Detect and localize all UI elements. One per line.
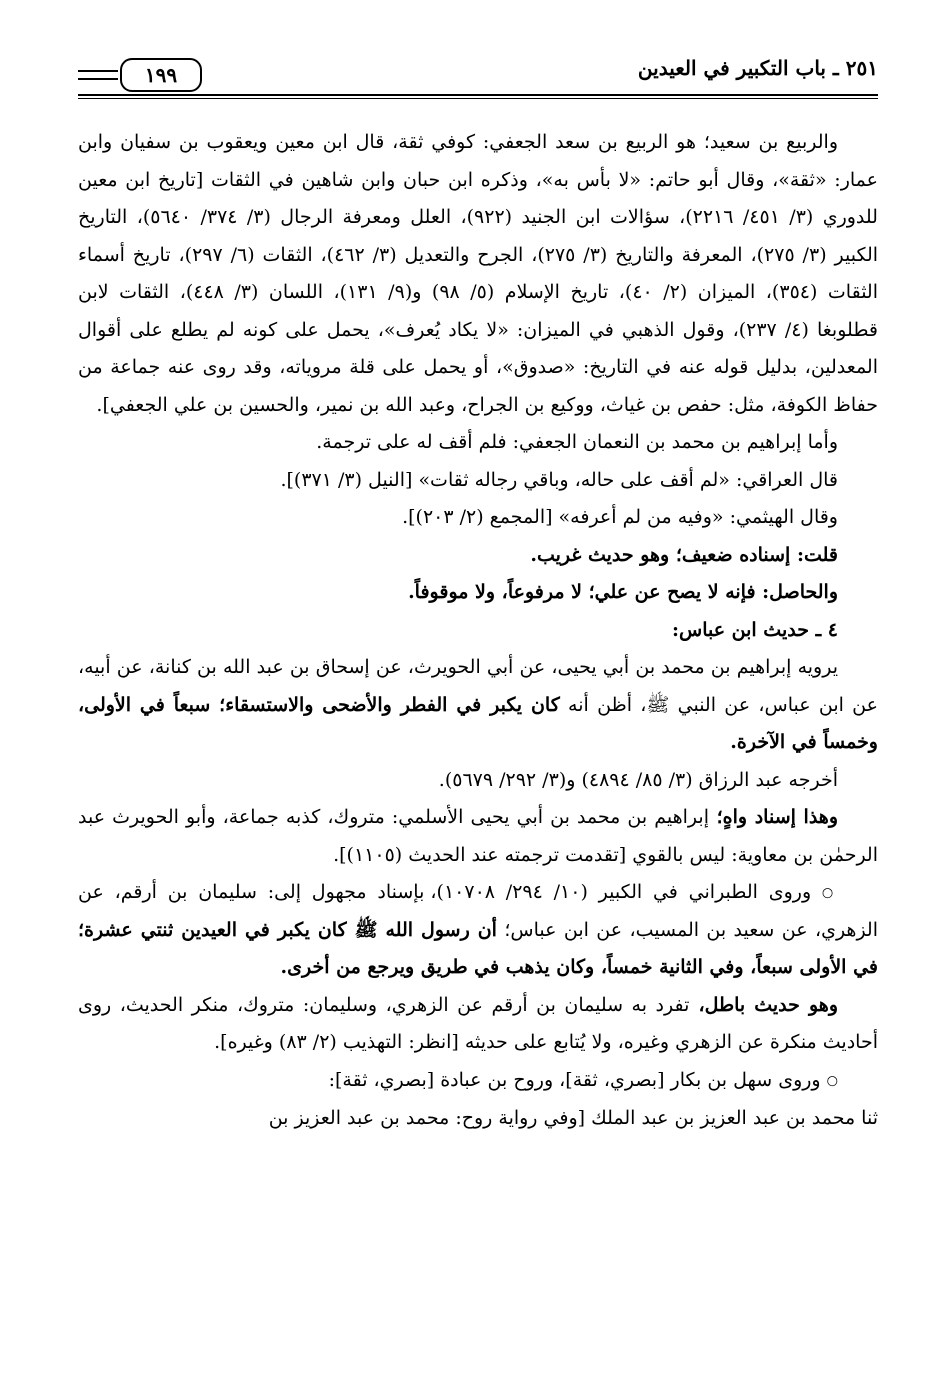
paragraph-isnad-weak — [78, 799, 878, 874]
header-rule-thin — [78, 98, 878, 99]
isnad-text: إبراهيم بن محمد بن أبي يحيى الأسلمي: متروك، كذبه جماعة، وأبو الحويرث عبد الرحمٰن بن معاوية: ليس بالقوي [تقدمت ترجمته عند الحديث (١١٠٥)]. — [78, 806, 878, 866]
paragraph-ibrahim: وأما إبراهيم بن محمد بن النعمان الجعفي: فلم أقف له على ترجمة. — [316, 431, 838, 453]
conclusion-text: فإنه لا يصح عن علي؛ لا مرفوعاً، ولا موقوفاً. — [408, 581, 756, 603]
header-ornament — [78, 70, 118, 80]
paragraph-batil — [78, 987, 878, 1062]
page-header — [78, 40, 878, 96]
batil-lead: وهو حديث باطل، — [689, 993, 838, 1016]
tabarani-hadith: أن رسول الله ﷺ كان يكبر في العيدين ثنتي عشرة؛ في الأولى سبعاً، وفي الثانية خمساً، وكان يذهب في طريق ويرجع من أخرى. — [78, 918, 878, 979]
paragraph-conclusion — [78, 574, 878, 612]
paragraph-sahl — [78, 1062, 878, 1100]
bullet-icon: ○ — [821, 885, 839, 901]
paragraph-iraqi: قال العراقي: «لم أقف على حاله، وباقي رجاله ثقات» [النيل (٣/ ٣٧١)]. — [280, 468, 838, 491]
hadith-text: كان يكبر في الفطر والأضحى والاستسقاء؛ سبعاً في الأولى، وخمساً في الآخرة. — [78, 693, 878, 753]
paragraph-verdict: قلت: إسناده ضعيف؛ وهو حديث غريب. — [530, 543, 838, 566]
chain-text: يرويه إبراهيم بن محمد بن أبي يحيى، عن أبي الحويرث، عن إسحاق بن عبد الله بن كنانة، عن أبيه، عن ابن عباس، عن النبي ﷺ، أظن أنه — [78, 656, 878, 716]
page-number: ١٩٩ — [120, 58, 202, 92]
sahl-text: وروى سهل بن بكار [بصري، ثقة]، وروح بن عبادة [بصري، ثقة]: — [328, 1068, 827, 1091]
paragraph-abdurrazzaq: أخرجه عبد الرزاق (٣/ ٨٥/ ٤٨٩٤) و(٣/ ٢٩٢/ ٥٦٧٩). — [438, 768, 838, 791]
batil-text: تفرد به سليمان بن أرقم عن الزهري، وسليمان: متروك، منكر الحديث، روى أحاديث منكرة عن الزهري وغيره، ولا يُتابع على حديثه [انظر: التهذيب (٢/ ٨٣) وغيره]. — [78, 993, 878, 1054]
bullet-icon: ○ — [826, 1073, 838, 1088]
header-rule — [78, 94, 878, 96]
conclusion-lead: والحاصل: — [755, 581, 838, 603]
section-heading-ibn-abbas: ٤ ـ حديث ابن عباس: — [671, 618, 838, 641]
paragraph-ibn-abbas-chain — [78, 649, 878, 762]
paragraph-haythami: وقال الهيثمي: «وفيه من لم أعرفه» [المجمع (٢/ ٢٠٣)]. — [402, 506, 838, 528]
tabarani-chain: وروى الطبراني في الكبير (١٠/ ٢٩٤/ ١٠٧٠٨)، بإسناد مجهول إلى: سليمان بن أرقم، عن الزهري، عن سعيد بن المسيب، عن ابن عباس؛ — [78, 881, 879, 941]
paragraph-narrator-note: والربيع بن سعيد؛ هو الربيع بن سعد الجعفي: كوفي ثقة، قال ابن معين ويعقوب بن سفيان وابن عمار: «ثقة»، وقال أبو حاتم: «لا بأس به»، وذكره ابن حبان وابن شاهين في الثقات [تاريخ ابن معين للدوري (٣/ ٤٥١/ ٢٢١٦)، سؤالات ابن الجنيد (٩٢٢)، العلل ومعرفة الرجال (٣/ ٣٧٤/ ٥٦٤٠)، التاريخ الكبير (٣/ ٢٧٥)، المعرفة والتاريخ (٣/ ٢٧٥)، الجرح والتعديل (٣/ ٤٦٢)، الثقات (٦/ ٢٩٧)، تاريخ أسماء الثقات (٣٥٤)، الميزان (٢/ ٤٠)، تاريخ الإسلام (٥/ ٩٨) و(٩/ ١٣١)، اللسان (٣/ ٤٤٨)، الثقات لابن قطلوبغا (٤/ ٢٣٧)، وقول الذهبي في الميزان: «لا يكاد يُعرف»، يحمل على كونه لم يطلع على أقوال المعدلين، بدليل قوله عنه في التاريخ: «صدوق»، أو يحمل على قلة مروياته، وقد روى عنه جماعة من حفاظ الكوفة، مثل: حفص بن غياث، ووكيع بن الجراح، وعبد الله بن نمير، والحسين بن علي الجعفي]. — [78, 131, 879, 416]
paragraph-tabarani — [78, 874, 878, 987]
paragraph-continuation: ثنا محمد بن عبد العزيز بن عبد الملك [وفي رواية روح: محمد بن عبد العزيز بن — [268, 1106, 878, 1129]
isnad-lead: وهذا إسناد واهٍ؛ — [708, 806, 838, 828]
body-text — [78, 124, 878, 1137]
chapter-title: ٢٥١ ـ باب التكبير في العيدين — [637, 56, 878, 80]
